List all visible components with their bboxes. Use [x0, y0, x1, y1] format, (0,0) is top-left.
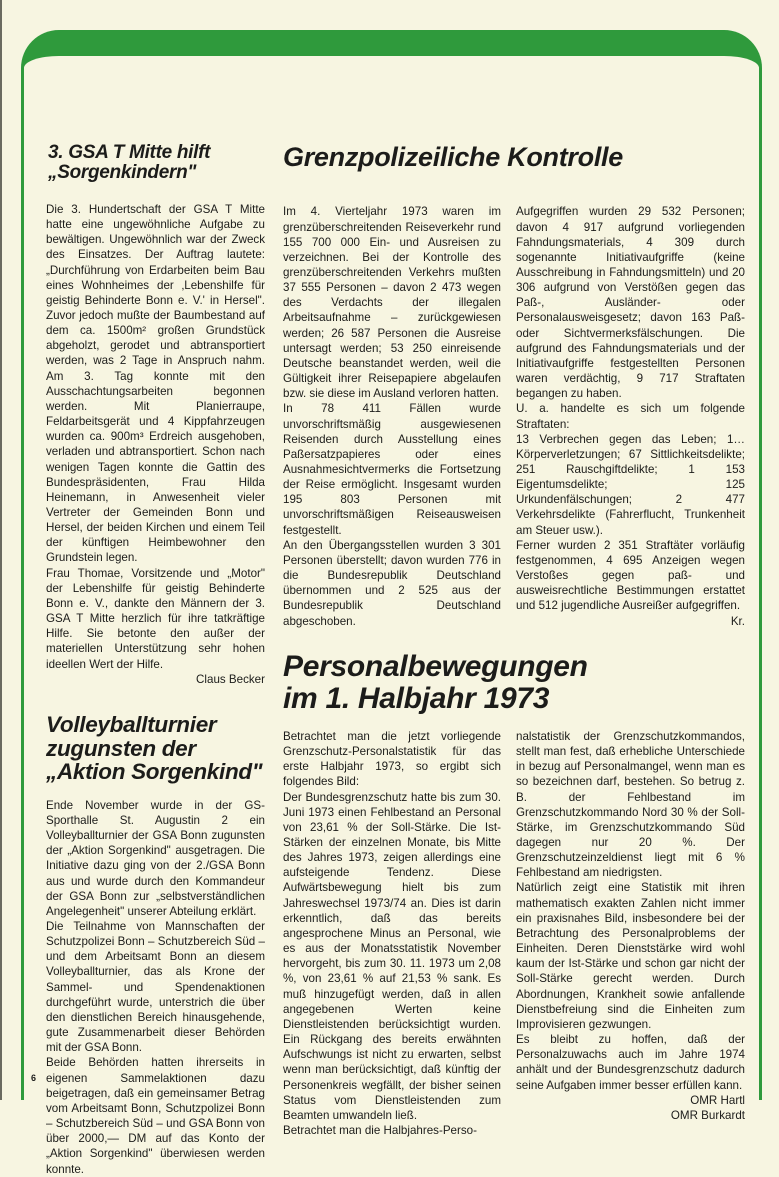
paragraph: Frau Thomae, Vorsitzende und „Motor" der Lebenshilfe für geistig Behinderte Bonn e. V., dankte den Männern der 3. GSA T Mitte herzlich für ihre tatkräftige Hilfe. Sie betonte den außer der materiellen Unterstützung sehr hohen ideellen Wert der Hilfe.: [46, 566, 265, 671]
paragraph: Es bleibt zu hoffen, daß der Personalzuwachs auch im Jahre 1974 anhält und der Bundesgrenzschutz dadurch seine Aufgaben immer besser erfüllen kann.: [516, 1033, 745, 1092]
title-line: 3. GSA T Mitte hilft: [48, 142, 211, 163]
paragraph: Ende November wurde in der GS-Sporthalle St. Augustin 2 ein Volleyballturnier der GSA Bonn zugunsten der „Aktion Sorgenkind" ausgetragen. Die Initiative dazu ging von der 2./GSA Bonn aus und wurde durch den Kommandeur der GSA Bonn zur „selbstverständlichen Angelegenheit" unserer Abteilung erklärt.: [46, 798, 265, 918]
paragraph: Beide Behörden hatten ihrerseits in eigenen Sammelaktionen dazu beigetragen, daß ein gemeinsamer Betrag vom Arbeitsamt Bonn, Schutzpolizei Bonn – Schutzbereich Süd – und GSA Bonn von über 2000,— DM auf das Konto der „Aktion Sorgenkind" überwiesen werden konnte.: [46, 1056, 265, 1176]
title-line: im 1. Halbjahr 1973: [283, 681, 550, 715]
article1-body: [46, 202, 265, 687]
paragraph: Der Bundesgrenzschutz hatte bis zum 30. Juni 1973 einen Fehlbestand an Personal von 23,61 % der Soll-Stärke. Die Ist-Stärken der einzelnen Monate, bis Mitte des Jahres 1973, zeigen allerdings eine aufsteigende Tendenz. Diese Aufwärtsbewegung hielt bis zum Jahreswechsel 1973/74 an. Dies ist darin erkenntlich, daß das bereits angesprochene Minus an Personal, wie es aus der Monatsstatistik November hervorgeht, bis zum 30. 11. 1973 um 2,08 %, von 23,61 % auf 21,53 % sank. Es muß hinzugefügt werden, daß in allen angegebenen Werten keine Dienstleistenden berücksichtigt wurden. Ein Rückgang des bereits erwähnten Aufschwungs ist nicht zu erwarten, selbst wenn man berücksichtigt, daß künftig der Personenkreis wegfällt, der bisher seinen Status vom Dienstleistenden zum Beamten umwandeln ließ.: [283, 790, 501, 1122]
page-number: 6: [31, 1073, 37, 1083]
title-line: „Sorgenkindern": [48, 161, 197, 183]
author: OMR Burkardt: [670, 1108, 745, 1122]
paragraph: U. a. handelte es sich um folgende Straftaten:: [516, 402, 745, 431]
paragraph: Betrachtet man die Halbjahres-Perso-: [283, 1123, 477, 1137]
article4-body-col2: [516, 729, 745, 1123]
paragraph: Die 3. Hundertschaft der GSA T Mitte hatte eine ungewöhnliche Aufgabe zu bewältigen. Ungewöhnlich war der Zweck des Einsatzes. Der Auftrag lautete: „Durchführung von Erdarbeiten beim Bau eines Wohnheimes der ‚Lebenshilfe für geistig Behinderte Bonn e. V.' in Hersel". Zuvor jedoch mußte der Baumbestand auf dem ca. 1500m² großen Grundstück abgeholzt, gerodet und abtransportiert werden, was 2 Tage in Anspruch nahm. Am 3. Tag konnte mit den Ausschachtungsarbeiten begonnen werden. Mit Planierraupe, Feldarbeitsgerät und 4 Kippfahrzeugen wurden ca. 900m³ Erdreich ausgehoben, verladen und abtransportiert. Schon nach wenigen Tagen konnte die Gattin des Bundespräsidenten, Frau Hilda Heinemann, in Anwesenheit vieler Vertreter der Gemeinden Bonn und Hersel, der beiden Kirchen und einem Teil der künftigen Heimbewohner den Grundstein legen.: [46, 202, 265, 565]
paragraph: Aufgegriffen wurden 29 532 Personen; davon 4 917 aufgrund vorliegenden Fahndungsmaterials, 4 309 durch sogenannte Initiativaufgriffe (keine Ausschreibung in Fahndungsmitteln) und 20 306 aufgrund von Verstößen gegen das Paß-, Ausländer- oder Personalausweisgesetz; davon 163 Paß- oder Sichtvermerksfälschungen. Die aufgrund des Fahndungsmaterials und der Initiativaufgriffe festgestellten Personen waren verdächtig, 9 717 Straftaten begangen zu haben.: [516, 205, 745, 401]
article4-body-col1: [283, 729, 501, 1138]
article4-columns: [283, 715, 745, 1138]
page-layout: [46, 0, 745, 1177]
article3-title: Grenzpolizeiliche Kontrolle: [283, 142, 623, 172]
right-area: [283, 143, 745, 1138]
title-line: „Aktion Sorgenkind": [46, 759, 263, 785]
article1-title: [48, 143, 265, 183]
title-line: zugunsten der: [46, 735, 196, 761]
left-column: [46, 143, 265, 1177]
title-line: Personalbewegungen: [283, 649, 588, 683]
scan-edge: [0, 0, 2, 1100]
paragraph: Natürlich zeigt eine Statistik mit ihren mathematisch exakten Zahlen nicht immer ein praxisnahes Bild, insbesondere bei der Betrachtung des Personalproblems der Einheiten. Deren Dienststärke wird wohl kaum der Ist-Stärke und schon gar nicht der Soll-Stärke gerecht werden. Durch Abordnungen, Krankheit sowie anfallende Dienstbefreiung sind die Einheiten zum Improvisieren gezwungen.: [516, 881, 745, 1031]
paragraph: Betrachtet man die jetzt vorliegende Grenzschutz-Personalstatistik für das erste Halbjahr 1973, so ergibt sich folgendes Bild:: [283, 729, 501, 789]
paragraph: 13 Verbrechen gegen das Leben; 1… Körperverletzungen; 67 Sittlichkeitsdelikte; 251 Rauschgiftdelikte; 1 153 Eigentumsdelikte; 125 Urkundenfälschungen; 2 477 Verkehrsdelikte (Fahrerflucht, Trunkenheit am Steuer usw.).: [516, 432, 745, 537]
article3-body-col1: [283, 204, 501, 628]
article2-body: [46, 798, 265, 1177]
paragraph: Ferner wurden 2 351 Straftäter vorläufig festgenommen, 4 695 Anzeigen wegen Verstoßes gegen paß- und ausweisrechtliche Bestimmungen erstattet und 512 jugendliche Ausreißer aufgegriffen.: [516, 538, 745, 613]
author: Claus Becker: [196, 672, 265, 686]
paragraph: Im 4. Vierteljahr 1973 waren im grenzüberschreitenden Reiseverkehr rund 155 700 000 Ein- und Ausreisen zu verzeichnen. Bei der Kontrolle des grenzüberschreitenden Verkehrs mußten 37 555 Personen – davon 2 473 wegen des Verdachts der illegalen Arbeitsaufnahme – zurückgewiesen werden; 26 587 Personen die Ausreise untersagt werden; 53 250 einreisende Deutsche beanstandet werden, weil die Gültigkeit ihrer Reisepapiere abgelaufen bzw. sie diese im Ausland verloren hatten.: [283, 205, 501, 401]
article2-title: [46, 713, 265, 784]
paragraph: nalstatistik der Grenzschutzkommandos, stellt man fest, daß erhebliche Unterschiede in bezug auf Personalmangel, wenn man es so bezeichnen darf, bestehen. So betrug z. B. der Fehlbestand im Grenzschutzkommando Nord 30 % der Soll-Stärke, im Grenzschutzkommando Süd dagegen nur 20 %. Der Grenzschutzeinzeldienst liegt mit 6 % Fehlbestand am niedrigsten.: [516, 729, 745, 880]
paragraph: An den Übergangsstellen wurden 3 301 Personen überstellt; davon wurden 776 in die Bundesrepublik Deutschland übernommen und 2 525 aus der Bundesrepublik Deutschland abgeschoben.: [283, 538, 501, 628]
paragraph: In 78 411 Fällen wurde unvorschriftsmäßig ausgewiesenen Reisenden durch Ausstellung eines Paßersatzpapieres oder eines Ausnahmesichtvermerks die Fortsetzung der Reise ermöglicht. Insgesamt wurden 195 803 Personen mit unvorschriftsmäßigen Reiseausweisen festgestellt.: [283, 402, 501, 537]
author: Kr.: [730, 614, 745, 628]
article4-title: [283, 651, 745, 715]
article3-columns: [283, 171, 745, 628]
article3-body-col2: [516, 204, 745, 628]
title-line: Volleyballturnier: [46, 711, 217, 737]
paragraph: Die Teilnahme von Mannschaften der Schutzpolizei Bonn – Schutzbereich Süd – und dem Arbeitsamt Bonn an diesem Volleyballturnier, das als Krone der Sammel- und Spendenaktionen durchgeführt wurde, unterstrich die über den dienstlichen Bereich hinausgehende, gute Zusammenarbeit dieser Behörden mit der GSA Bonn.: [46, 920, 265, 1055]
author: OMR Hartl: [690, 1093, 745, 1107]
